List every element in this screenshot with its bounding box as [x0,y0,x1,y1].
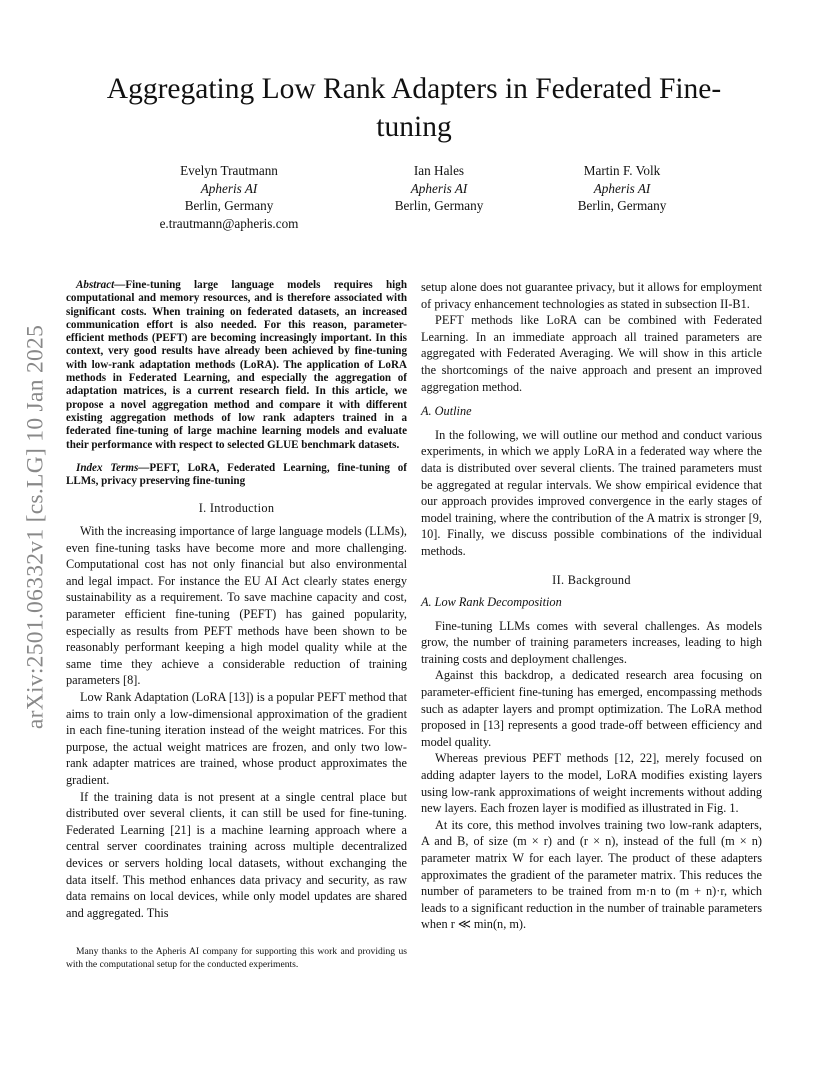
author-affiliation: Apheris AI [593,180,651,196]
author-name: Evelyn Trautmann [180,163,278,178]
subsection-heading-low-rank: A. Low Rank Decomposition [421,595,562,610]
paper-title: Aggregating Low Rank Adapters in Federated Fine-tuning [106,73,722,143]
low-rank-paragraph-3: Whereas previous PEFT methods [12, 22], merely focused on adding adapter layers to the model, LoRA modifies existing layers using low-rank approximations of weight increments without adding new layers. Each frozen layer is modified as illustrated in Fig. 1. [421,751,762,816]
index-terms [66,462,407,489]
author-block-3 [578,162,667,215]
author-email[interactable]: e.trautmann@apheris.com [159,215,299,231]
abstract-text: Fine-tuning large language models requires high computational and memory resources, and is therefore associated with significant costs. When training on federated datasets, an increased communication effort is also needed. For this reason, parameter-efficient methods (PEFT) are becoming increasingly important. In this context, very good results have already been achieved by fine-tuning with low-rank adaptation methods (LoRA). The application of LoRA methods in Federated Learning, and especially the aggregation of adaptation matrices, is a current research field. In this article, we propose a novel aggregation method and compare it with different existing aggregation methods of low rank adapters trained in a federated fine-tuning of large machine learning models and evaluate their performance with respect to selected GLUE benchmark datasets. [66,279,407,451]
author-affiliation: Apheris AI [410,180,468,196]
author-name: Ian Hales [413,163,465,178]
author-name: Martin F. Volk [583,163,661,178]
author-location: Berlin, Germany [577,198,667,213]
low-rank-paragraph-4: At its core, this method involves training two low-rank adapters, A and B, of size (m × r) and (r × n), instead of the full (m × n) parameter matrix W for each layer. The product of these adapters approximates the gradient of the parameter matrix. This reduces the number of parameters to be trained from m·n to (m + n)·r, which leads to a significant reduction in the number of trainable parameters when r ≪ min(n, m). [421,817,762,932]
subsection-heading-outline: A. Outline [421,404,472,419]
section-heading-introduction: I. Introduction [198,501,275,516]
outline-paragraph: In the following, we will outline our method and conduct various experiments, in which we apply LoRA in a federated way where the data is distributed over several clients. The trained parameters must be aggregated at regular intervals. We show empirical evidence that our approach provides improved convergence in the early stages of model training, where the contribution of the A matrix is stronger [9, 10]. Finally, we discuss possible combinations of the individual methods. [421,427,762,558]
intro-paragraph-1: With the increasing importance of large language models (LLMs), even fine-tuning tasks have become more and more challenging. Computational cost has not only financial but also environmental and legal impact. For instance the EU AI Act clearly states energy sustainability as a requirement. To save machine capacity and cost, parameter efficient fine-tuning (PEFT) has gained popularity, especially as results from PEFT methods have been shown to be reasonably performant keeping a high model quality while at the same time they achieve a considerable reduction of training parameters [8]. [66,524,407,688]
index-terms-text: PEFT, LoRA, Federated Learning, fine-tuning of LLMs, privacy preserving fine-tuning [66,461,407,488]
arxiv-side-label [6,292,66,762]
right-paragraph-1: setup alone does not guarantee privacy, but it allows for employment of privacy enhancement technologies as stated in subsection II-B1. [421,280,762,311]
right-column [421,279,762,933]
low-rank-paragraph-2: Against this backdrop, a dedicated research area focusing on parameter-efficient fine-tuning has emerged, encompassing methods such as adapter layers and prompt optimization. The LoRA method proposed in [13] represents a good trade-off between efficiency and model quality. [421,668,762,749]
left-column [66,279,407,921]
section-heading-background: II. Background [552,572,631,587]
author-location: Berlin, Germany [394,198,484,213]
arxiv-identifier: arXiv:2501.06332v1 [cs.LG] 10 Jan 2025 [22,324,49,730]
abstract-lead: Abstract— [76,279,126,291]
intro-paragraph-2: Low Rank Adaptation (LoRA [13]) is a popular PEFT method that aims to train only a low-dimensional approximation of the gradient in each fine-tuning iteration instead of the weight matrices. For this purpose, the actual weight matrices are frozen, and only two low-rank adapter matrices are trained, whose product approximates the gradient. [66,689,407,787]
author-block-2 [395,162,484,215]
low-rank-paragraph-1: Fine-tuning LLMs comes with several challenges. As models grow, the number of training parameters increases, leading to high training costs and deployment challenges. [421,618,762,666]
footnote: Many thanks to the Apheris AI company for supporting this work and providing us with the computational setup for the conducted experiments. [66,946,407,970]
intro-paragraph-3: If the training data is not present at a single central place but distributed over several clients, it can still be used for fine-tuning. Federated Learning [21] is a machine learning approach where a central server coordinates training across multiple decentralized devices or servers holding local datasets, without exchanging the data itself. This method enhances data privacy and security, as raw data remains on local devices, while only model updates are shared and aggregated. This [66,789,407,920]
abstract [66,279,407,452]
index-terms-lead: Index Terms— [76,461,150,474]
right-paragraph-2: PEFT methods like LoRA can be combined with Federated Learning. In an immediate approach all trained parameters are aggregated with Federated Averaging. We will show in this article the shortcomings of the naive approach and present an improved aggregation method. [421,313,762,394]
author-location: Berlin, Germany [184,198,274,213]
author-affiliation: Apheris AI [200,180,258,196]
author-block-1 [160,162,299,232]
